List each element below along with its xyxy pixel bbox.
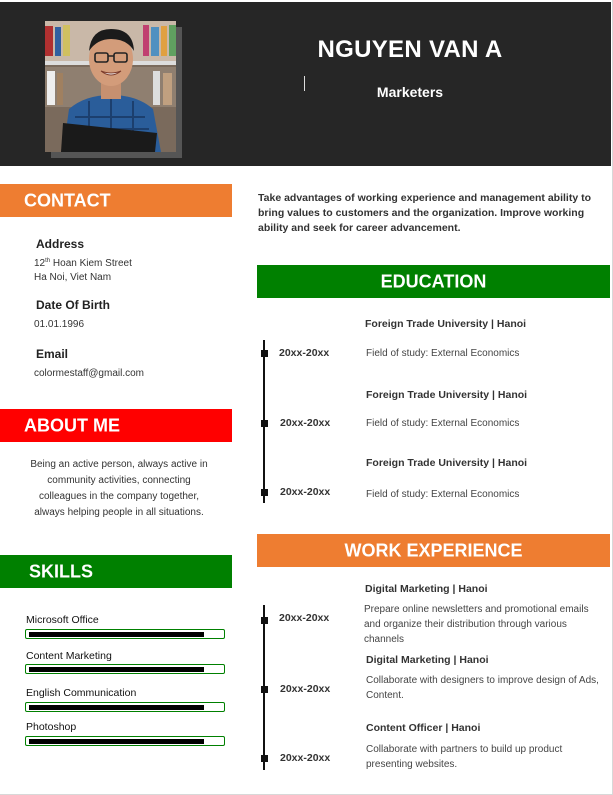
timeline-dot <box>261 420 268 427</box>
about-title: ABOUT ME <box>24 415 120 435</box>
work-item-date: 20xx-20xx <box>279 612 330 624</box>
dob-label: Date Of Birth <box>36 298 111 312</box>
about-section-header <box>0 409 232 442</box>
education-item-date: 20xx-20xx <box>280 486 331 498</box>
skill-label: Content Marketing <box>26 650 112 662</box>
timeline-dot <box>261 617 268 624</box>
address-street: 12th Hoan Kiem Street <box>34 258 132 269</box>
education-item-desc: Field of study: External Economics <box>366 489 520 500</box>
candidate-name: NGUYEN VAN A <box>317 36 503 63</box>
skills-title: SKILLS <box>29 561 94 581</box>
address-city: Ha Noi, Viet Nam <box>34 272 112 283</box>
skill-bar <box>25 629 225 639</box>
dob-value: 01.01.1996 <box>34 319 85 330</box>
profile-photo <box>45 21 176 152</box>
header <box>0 2 611 166</box>
skill-label: English Communication <box>26 687 137 699</box>
about-text: Being an active person, always active in community activities, connecting colleagues in the company together, always helping people in all situations. <box>30 459 208 518</box>
skill-label: Microsoft Office <box>26 614 99 626</box>
education-item-date: 20xx-20xx <box>279 347 330 359</box>
work-item-date: 20xx-20xx <box>280 683 331 695</box>
skill-bar <box>25 664 225 674</box>
address-label: Address <box>36 237 85 251</box>
education-item-title: Foreign Trade University | Hanoi <box>366 389 528 401</box>
skill-bar-fill <box>29 667 204 672</box>
skills-section-header <box>0 555 232 588</box>
timeline-dot <box>261 350 268 357</box>
career-objective: Take advantages of working experience and management ability to bring values to customers and the organization. Improve working ability and seek for career advancement. <box>258 192 591 234</box>
timeline-dot <box>261 755 268 762</box>
work-item-date: 20xx-20xx <box>280 752 331 764</box>
work-item-title: Digital Marketing | Hanoi <box>365 583 488 595</box>
skill-bar-fill <box>29 632 204 637</box>
timeline-dot <box>261 489 268 496</box>
email-label: Email <box>36 347 69 361</box>
work-item-desc: Prepare online newsletters and promotional emails and organize their distribution through various channels <box>364 604 589 645</box>
skill-bar-fill <box>29 739 204 744</box>
timeline-dot <box>261 686 268 693</box>
education-section-header <box>257 265 610 298</box>
education-item-title: Foreign Trade University | Hanoi <box>366 457 528 469</box>
education-item-title: Foreign Trade University | Hanoi <box>365 318 527 330</box>
education-item-desc: Field of study: External Economics <box>366 418 520 429</box>
education-item-date: 20xx-20xx <box>280 417 331 429</box>
skill-bar <box>25 736 225 746</box>
contact-section-header <box>0 184 232 217</box>
work-item-title: Content Officer | Hanoi <box>366 722 481 734</box>
candidate-role: Marketers <box>376 84 444 100</box>
education-title: EDUCATION <box>380 271 487 291</box>
contact-title: CONTACT <box>24 190 111 210</box>
education-item-desc: Field of study: External Economics <box>366 348 520 359</box>
skill-label: Photoshop <box>26 721 77 733</box>
email-value: colormestaff@gmail.com <box>34 368 144 379</box>
skill-bar-fill <box>29 705 204 710</box>
skill-bar <box>25 702 225 712</box>
work-item-desc: Collaborate with partners to build up product presenting websites. <box>366 744 563 770</box>
work-section-header <box>257 534 610 567</box>
work-item-desc: Collaborate with designers to improve design of Ads, Content. <box>366 675 599 701</box>
work-title: WORK EXPERIENCE <box>344 540 523 560</box>
work-item-title: Digital Marketing | Hanoi <box>366 654 489 666</box>
